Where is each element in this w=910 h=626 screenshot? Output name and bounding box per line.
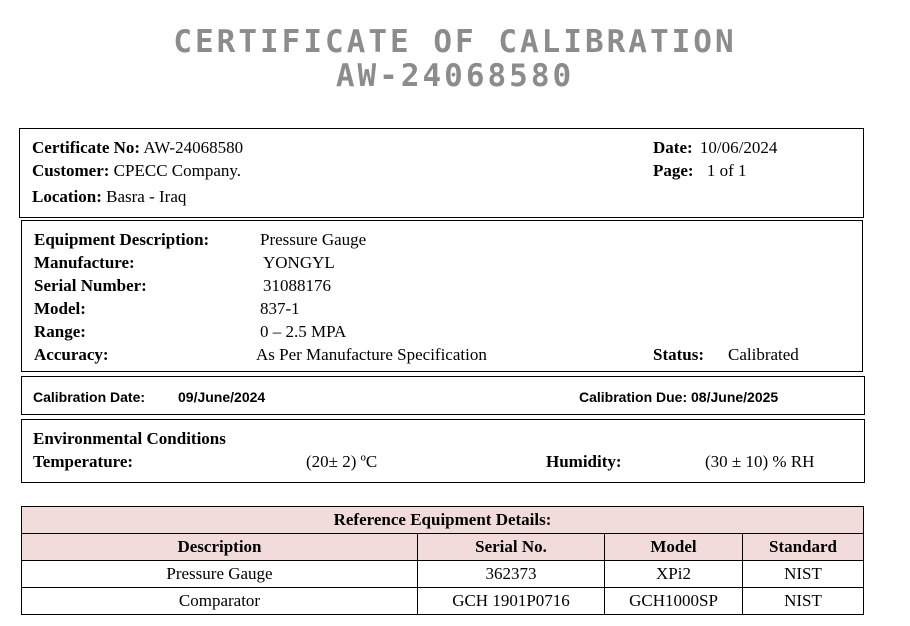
serial-number-label: Serial Number: xyxy=(34,276,147,295)
serial-number-value: 31088176 xyxy=(263,276,331,295)
row-model: XPi2 xyxy=(605,561,743,588)
column-header-standard: Standard xyxy=(743,534,864,561)
status-value: Calibrated xyxy=(728,345,799,364)
equipment-description-value: Pressure Gauge xyxy=(260,230,367,249)
manufacture-value: YONGYL xyxy=(263,253,335,272)
row-model: GCH1000SP xyxy=(605,588,743,615)
date-row xyxy=(653,138,777,158)
temperature-label: Temperature: xyxy=(33,452,134,471)
range-value: 0 – 2.5 MPA xyxy=(260,322,347,341)
table-row xyxy=(22,588,864,615)
page-value: 1 of 1 xyxy=(706,161,747,180)
certificate-number-title: AW-24068580 xyxy=(335,58,575,94)
humidity-label: Humidity: xyxy=(546,452,622,471)
certificate-no-value: AW-24068580 xyxy=(143,138,244,157)
certificate-no-label: Certificate No: xyxy=(32,138,141,157)
customer-label: Customer: xyxy=(32,161,110,180)
equipment-description-label: Equipment Description: xyxy=(34,230,210,249)
row-standard: NIST xyxy=(743,561,864,588)
range-label: Range: xyxy=(34,322,86,341)
date-value: 10/06/2024 xyxy=(699,138,778,157)
page-row xyxy=(653,161,747,181)
temperature-value: (20± 2) ºC xyxy=(306,452,378,471)
humidity-value: (30 ± 10) % RH xyxy=(705,452,815,471)
row-description: Pressure Gauge xyxy=(22,561,418,588)
date-label: Date: xyxy=(653,138,693,157)
certificate-title: CERTIFICATE OF CALIBRATION xyxy=(173,24,737,60)
page-label: Page: xyxy=(653,161,694,180)
row-serial: 362373 xyxy=(418,561,605,588)
column-header-model: Model xyxy=(605,534,743,561)
row-serial: GCH 1901P0716 xyxy=(418,588,605,615)
calibration-due-label: Calibration Due: xyxy=(579,389,688,405)
model-value: 837-1 xyxy=(260,299,300,318)
model-label: Model: xyxy=(34,299,86,318)
location-value: Basra - Iraq xyxy=(106,187,187,206)
reference-table-heading: Reference Equipment Details: xyxy=(22,507,864,534)
reference-equipment-table xyxy=(21,506,864,615)
location-label: Location: xyxy=(32,187,102,206)
certificate-no-row xyxy=(32,138,243,158)
column-header-serial: Serial No. xyxy=(418,534,605,561)
status-label: Status: xyxy=(653,345,705,364)
environment-heading: Environmental Conditions xyxy=(33,429,226,448)
calibration-date-value: 09/June/2024 xyxy=(178,389,266,405)
customer-value: CPECC Company. xyxy=(113,161,242,180)
column-header-description: Description xyxy=(22,534,418,561)
manufacture-label: Manufacture: xyxy=(34,253,135,272)
location-row xyxy=(32,187,186,207)
accuracy-label: Accuracy: xyxy=(34,345,109,364)
table-row xyxy=(22,561,864,588)
calibration-due-row xyxy=(579,387,778,407)
row-standard: NIST xyxy=(743,588,864,615)
calibration-due-value: 08/June/2025 xyxy=(691,389,779,405)
calibration-date-label: Calibration Date: xyxy=(33,389,146,405)
row-description: Comparator xyxy=(22,588,418,615)
accuracy-value: As Per Manufacture Specification xyxy=(256,345,487,364)
reference-table-header-row xyxy=(22,534,864,561)
customer-row xyxy=(32,161,241,181)
